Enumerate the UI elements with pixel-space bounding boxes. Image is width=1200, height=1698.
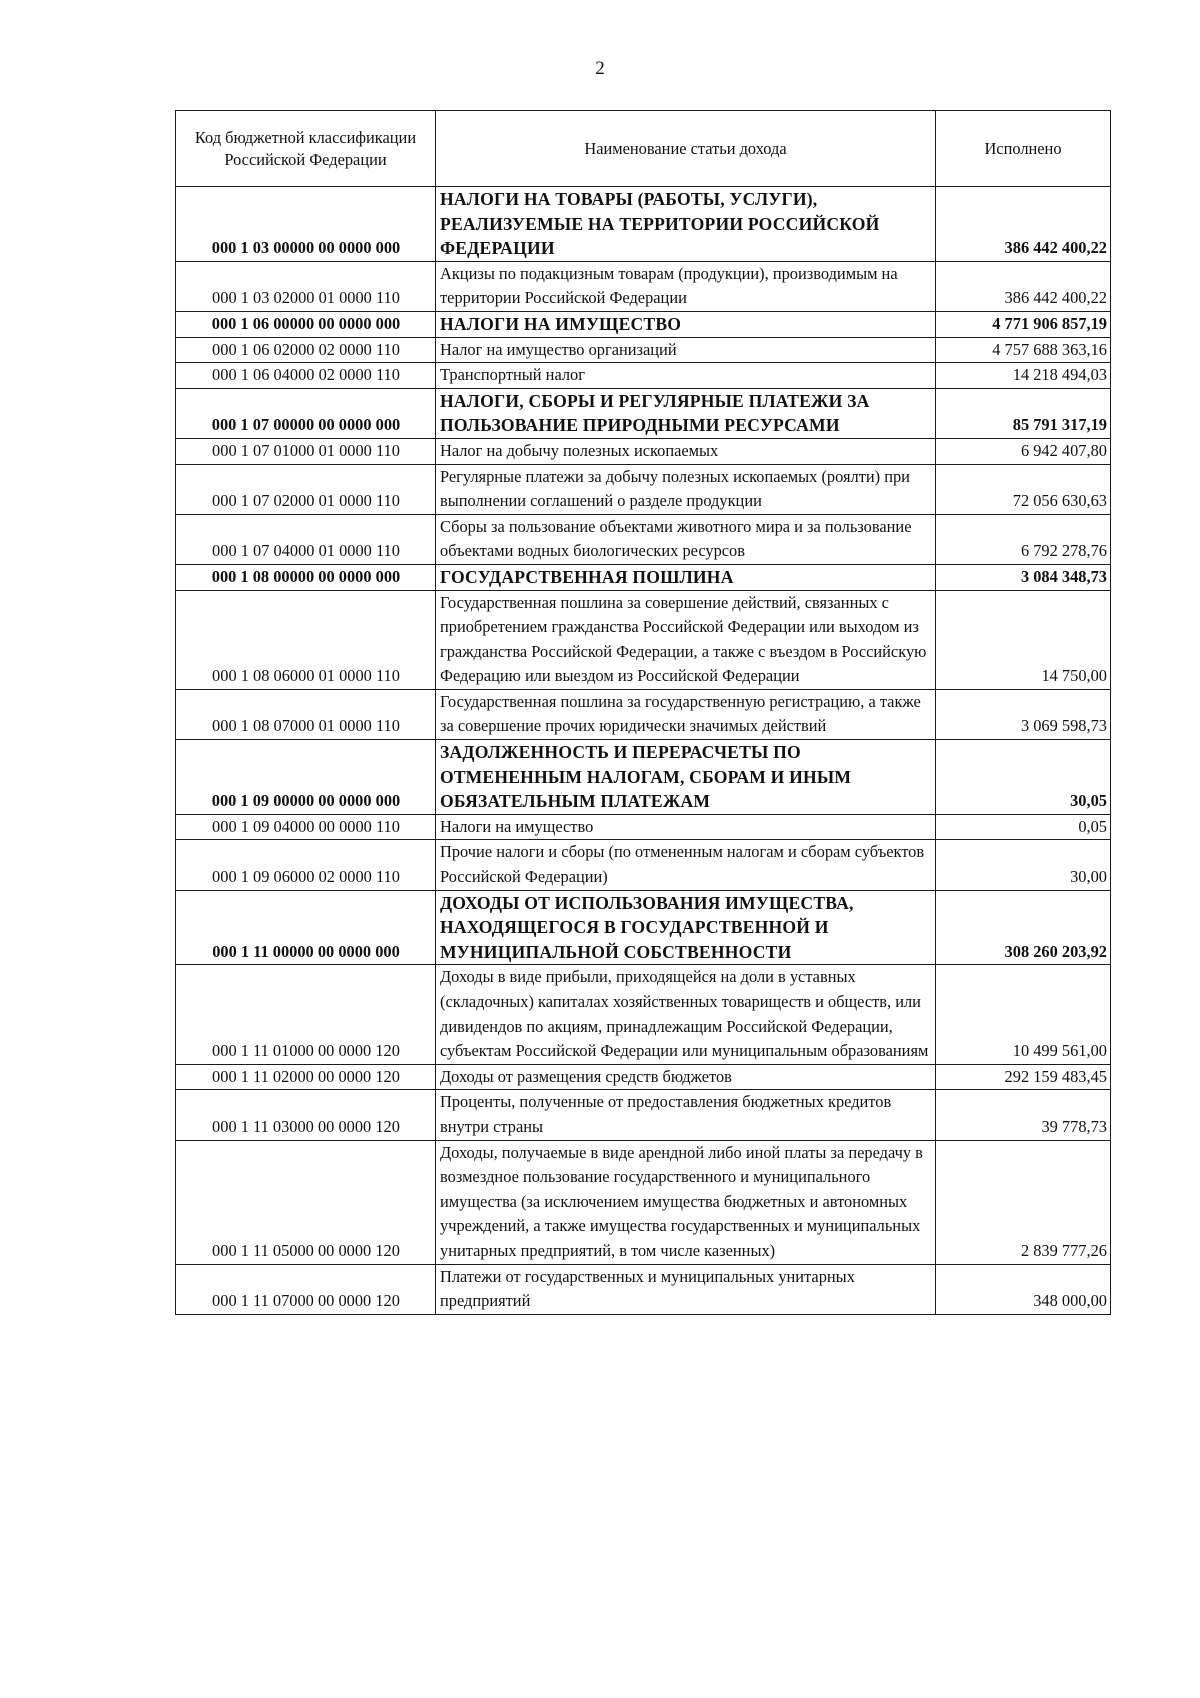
executed-amount-cell: 10 499 561,00 <box>936 965 1111 1064</box>
budget-code-cell: 000 1 09 06000 02 0000 110 <box>176 840 436 890</box>
budget-code-cell: 000 1 11 02000 00 0000 120 <box>176 1064 436 1090</box>
executed-amount-cell: 386 442 400,22 <box>936 187 1111 262</box>
revenue-name-cell: Налог на добычу полезных ископаемых <box>436 438 936 464</box>
budget-code-cell: 000 1 06 02000 02 0000 110 <box>176 337 436 363</box>
budget-code-cell: 000 1 07 01000 01 0000 110 <box>176 438 436 464</box>
executed-amount-cell: 2 839 777,26 <box>936 1140 1111 1264</box>
executed-amount-cell: 386 442 400,22 <box>936 261 1111 311</box>
budget-code-cell: 000 1 06 04000 02 0000 110 <box>176 363 436 389</box>
executed-amount-cell: 4 771 906 857,19 <box>936 311 1111 337</box>
budget-code-cell: 000 1 03 02000 01 0000 110 <box>176 261 436 311</box>
budget-code-cell: 000 1 07 02000 01 0000 110 <box>176 464 436 514</box>
budget-code-cell: 000 1 11 00000 00 0000 000 <box>176 890 436 965</box>
table-section-row <box>176 564 1111 590</box>
revenue-name-cell: Прочие налоги и сборы (по отмененным налогам и сборам субъектов Российской Федерации) <box>436 840 936 890</box>
table-row <box>176 840 1111 890</box>
table-section-row <box>176 388 1111 438</box>
table-row <box>176 261 1111 311</box>
revenue-name-cell: ДОХОДЫ ОТ ИСПОЛЬЗОВАНИЯ ИМУЩЕСТВА, НАХОДЯЩЕГОСЯ В ГОСУДАРСТВЕННОЙ И МУНИЦИПАЛЬНОЙ СОБСТВЕННОСТИ <box>436 890 936 965</box>
revenue-name-cell: Платежи от государственных и муниципальных унитарных предприятий <box>436 1264 936 1314</box>
table-row <box>176 1064 1111 1090</box>
table-section-row <box>176 890 1111 965</box>
page-number: 2 <box>595 58 605 79</box>
header-budget-code: Код бюджетной классификации Российской Федерации <box>176 111 436 187</box>
revenue-name-cell: Регулярные платежи за добычу полезных ископаемых (роялти) при выполнении соглашений о разделе продукции <box>436 464 936 514</box>
table-section-row <box>176 311 1111 337</box>
executed-amount-cell: 308 260 203,92 <box>936 890 1111 965</box>
revenue-name-cell: Доходы в виде прибыли, приходящейся на доли в уставных (складочных) капиталах хозяйственных товариществ и обществ, или дивидендов по акциям, принадлежащим Российской Федерации, субъектам Российской Федерации или муниципальным образованиям <box>436 965 936 1064</box>
revenue-name-cell: ЗАДОЛЖЕННОСТЬ И ПЕРЕРАСЧЕТЫ ПО ОТМЕНЕННЫМ НАЛОГАМ, СБОРАМ И ИНЫМ ОБЯЗАТЕЛЬНЫМ ПЛАТЕЖАМ <box>436 740 936 815</box>
revenue-name-cell: Налог на имущество организаций <box>436 337 936 363</box>
budget-code-cell: 000 1 09 00000 00 0000 000 <box>176 740 436 815</box>
revenue-name-cell: НАЛОГИ НА ИМУЩЕСТВО <box>436 311 936 337</box>
table-row <box>176 363 1111 389</box>
executed-amount-cell: 6 792 278,76 <box>936 514 1111 564</box>
budget-code-cell: 000 1 07 04000 01 0000 110 <box>176 514 436 564</box>
budget-code-cell: 000 1 08 06000 01 0000 110 <box>176 590 436 689</box>
executed-amount-cell: 292 159 483,45 <box>936 1064 1111 1090</box>
executed-amount-cell: 39 778,73 <box>936 1090 1111 1140</box>
table-row <box>176 965 1111 1064</box>
revenue-name-cell: Государственная пошлина за государственную регистрацию, а также за совершение прочих юридически значимых действий <box>436 689 936 739</box>
budget-code-cell: 000 1 11 07000 00 0000 120 <box>176 1264 436 1314</box>
revenue-name-cell: Налоги на имущество <box>436 814 936 840</box>
table-row <box>176 689 1111 739</box>
executed-amount-cell: 85 791 317,19 <box>936 388 1111 438</box>
budget-code-cell: 000 1 06 00000 00 0000 000 <box>176 311 436 337</box>
table-row <box>176 1264 1111 1314</box>
table-row <box>176 590 1111 689</box>
revenue-name-cell: Доходы, получаемые в виде арендной либо иной платы за передачу в возмездное пользование государственного и муниципального имущества (за исключением имущества бюджетных и автономных учреждений, а также имущества государственных и муниципальных унитарных предприятий, в том числе казенных) <box>436 1140 936 1264</box>
revenue-name-cell: НАЛОГИ, СБОРЫ И РЕГУЛЯРНЫЕ ПЛАТЕЖИ ЗА ПОЛЬЗОВАНИЕ ПРИРОДНЫМИ РЕСУРСАМИ <box>436 388 936 438</box>
budget-code-cell: 000 1 07 00000 00 0000 000 <box>176 388 436 438</box>
table-header-row <box>176 111 1111 187</box>
executed-amount-cell: 30,00 <box>936 840 1111 890</box>
revenue-name-cell: Транспортный налог <box>436 363 936 389</box>
header-executed: Исполнено <box>936 111 1111 187</box>
executed-amount-cell: 14 750,00 <box>936 590 1111 689</box>
executed-amount-cell: 72 056 630,63 <box>936 464 1111 514</box>
table-row <box>176 438 1111 464</box>
table-row <box>176 814 1111 840</box>
executed-amount-cell: 30,05 <box>936 740 1111 815</box>
executed-amount-cell: 0,05 <box>936 814 1111 840</box>
table-row <box>176 337 1111 363</box>
revenue-name-cell: НАЛОГИ НА ТОВАРЫ (РАБОТЫ, УСЛУГИ), РЕАЛИЗУЕМЫЕ НА ТЕРРИТОРИИ РОССИЙСКОЙ ФЕДЕРАЦИИ <box>436 187 936 262</box>
revenue-table <box>175 110 1111 1315</box>
budget-code-cell: 000 1 08 00000 00 0000 000 <box>176 564 436 590</box>
header-revenue-name: Наименование статьи дохода <box>436 111 936 187</box>
table-row <box>176 514 1111 564</box>
revenue-name-cell: Акцизы по подакцизным товарам (продукции), производимым на территории Российской Федерации <box>436 261 936 311</box>
table-body <box>176 187 1111 1315</box>
table-row <box>176 1090 1111 1140</box>
budget-code-cell: 000 1 11 05000 00 0000 120 <box>176 1140 436 1264</box>
budget-code-cell: 000 1 11 01000 00 0000 120 <box>176 965 436 1064</box>
budget-code-cell: 000 1 03 00000 00 0000 000 <box>176 187 436 262</box>
revenue-name-cell: Сборы за пользование объектами животного мира и за пользование объектами водных биологических ресурсов <box>436 514 936 564</box>
revenue-name-cell: Государственная пошлина за совершение действий, связанных с приобретением гражданства Российской Федерации или выходом из гражданства Российской Федерации, а также с въездом в Российскую Федерацию или выездом из Российской Федерации <box>436 590 936 689</box>
revenue-name-cell: Доходы от размещения средств бюджетов <box>436 1064 936 1090</box>
table-section-row <box>176 187 1111 262</box>
budget-code-cell: 000 1 09 04000 00 0000 110 <box>176 814 436 840</box>
revenue-name-cell: Проценты, полученные от предоставления бюджетных кредитов внутри страны <box>436 1090 936 1140</box>
executed-amount-cell: 3 069 598,73 <box>936 689 1111 739</box>
table-section-row <box>176 740 1111 815</box>
executed-amount-cell: 14 218 494,03 <box>936 363 1111 389</box>
executed-amount-cell: 6 942 407,80 <box>936 438 1111 464</box>
executed-amount-cell: 4 757 688 363,16 <box>936 337 1111 363</box>
budget-code-cell: 000 1 08 07000 01 0000 110 <box>176 689 436 739</box>
executed-amount-cell: 3 084 348,73 <box>936 564 1111 590</box>
table-row <box>176 1140 1111 1264</box>
table-row <box>176 464 1111 514</box>
revenue-name-cell: ГОСУДАРСТВЕННАЯ ПОШЛИНА <box>436 564 936 590</box>
executed-amount-cell: 348 000,00 <box>936 1264 1111 1314</box>
budget-code-cell: 000 1 11 03000 00 0000 120 <box>176 1090 436 1140</box>
